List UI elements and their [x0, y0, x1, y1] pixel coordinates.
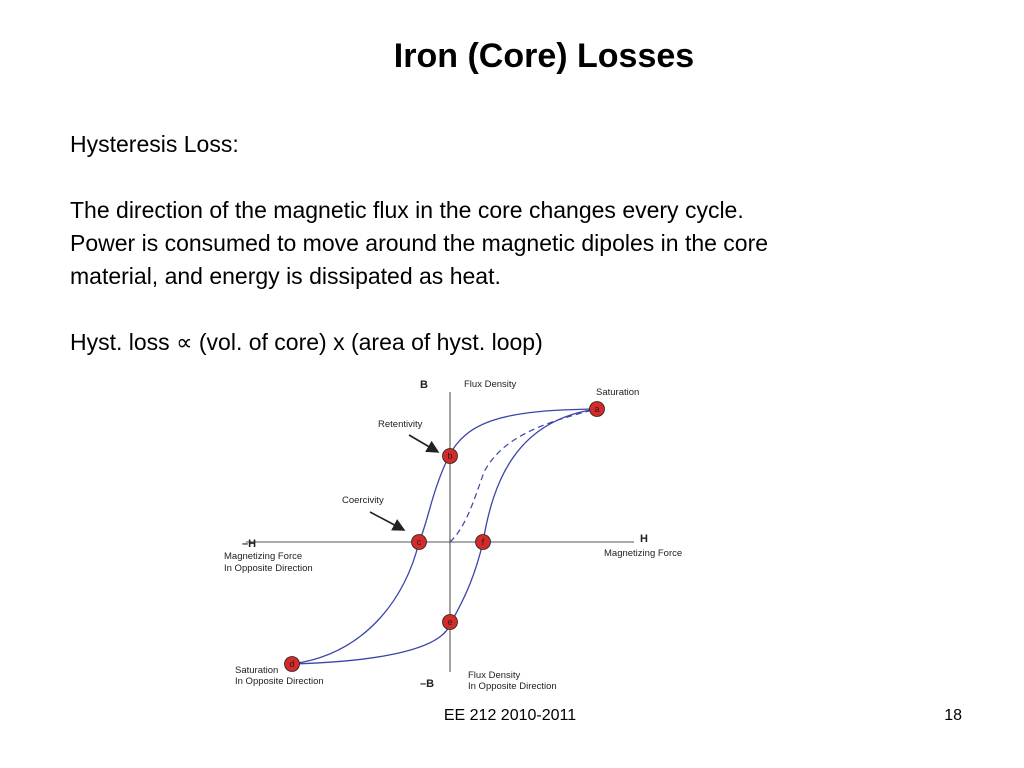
axis-b-symbol: B [420, 379, 428, 391]
axis-neg-h-symbol: –H [242, 538, 257, 550]
footer-course: EE 212 2010-2011 [443, 707, 577, 724]
axis-h-symbol: H [640, 533, 648, 545]
coercivity-arrow [370, 512, 404, 530]
axis-neg-b-label-1: Flux Density [468, 670, 521, 681]
slide-body [70, 128, 970, 359]
saturation-label: Saturation [596, 387, 640, 398]
coercivity-label: Coercivity [342, 495, 384, 506]
paragraph-line-2: Power is consumed to move around the magnetic dipoles in the core [70, 230, 769, 256]
point-d-label: d [289, 659, 295, 669]
paragraph-line-3: material, and energy is dissipated as heat. [70, 263, 501, 289]
footer-page-number: 18 [944, 707, 962, 724]
axis-neg-b-label-2: In Opposite Direction [468, 681, 557, 692]
axis-neg-h-label-1: Magnetizing Force [224, 551, 303, 562]
saturation-opposite-label-2: In Opposite Direction [235, 676, 324, 687]
initial-magnetization-curve [450, 409, 597, 542]
point-f-label: f [481, 537, 485, 547]
axis-b-label: Flux Density [464, 379, 517, 390]
retentivity-label: Retentivity [378, 419, 423, 430]
axis-neg-b-symbol: –B [420, 678, 435, 690]
paragraph-line-1: The direction of the magnetic flux in the core changes every cycle. [70, 197, 744, 223]
section-heading: Hysteresis Loss: [70, 131, 239, 157]
axis-h-label: Magnetizing Force [604, 548, 683, 559]
hysteresis-loop-figure [216, 372, 716, 696]
point-e-label: e [447, 617, 453, 627]
point-c-label: c [416, 537, 422, 547]
hysteresis-diagram [216, 372, 716, 696]
slide-title: Iron (Core) Losses [393, 37, 695, 75]
point-b-label: b [447, 451, 453, 461]
retentivity-arrow [409, 435, 438, 452]
axis-neg-h-label-2: In Opposite Direction [224, 563, 313, 574]
saturation-opposite-label-1: Saturation [235, 665, 279, 676]
point-a-label: a [594, 404, 600, 414]
loss-formula: Hyst. loss ∝ (vol. of core) x (area of hyst. loop) [70, 329, 543, 355]
